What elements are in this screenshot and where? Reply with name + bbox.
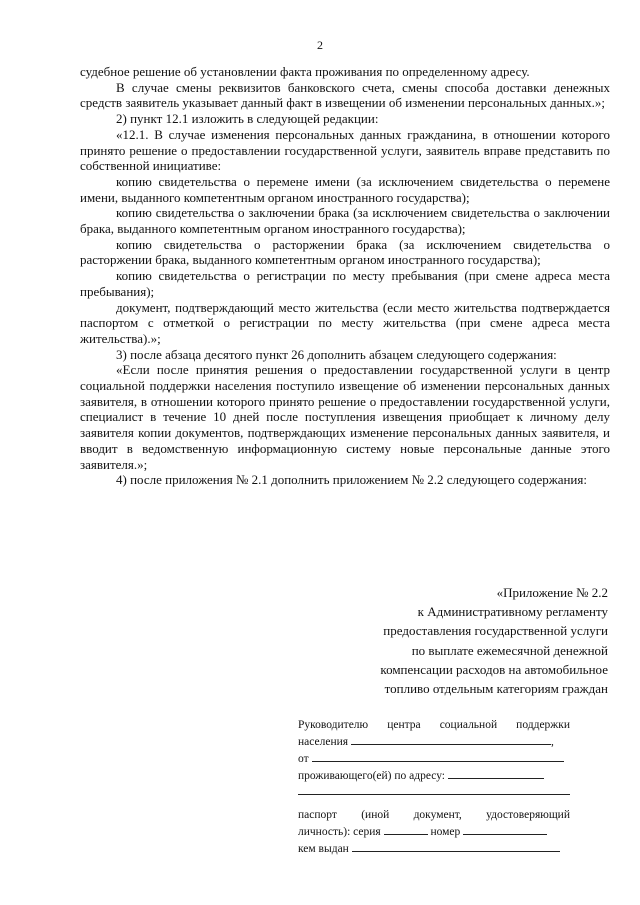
paragraph: копию свидетельства о регистрации по месту пребывания (при смене адреса места пребывания); (80, 268, 610, 299)
form-addressee: Руководителю центра социальной поддержки (298, 719, 570, 731)
paragraph: документ, подтверждающий место жительства (если место жительства подтверждается паспортом с отметкой о регистрации по месту жительства (при смене адреса места жительства).»; (80, 299, 610, 346)
form-label: проживающего(ей) по адресу: (298, 770, 445, 782)
application-form-header (298, 717, 570, 857)
paragraph: судебное решение об установлении факта проживания по определенному адресу. (80, 64, 530, 79)
address-blank-line[interactable] (448, 767, 544, 779)
appendix-line: «Приложение № 2.2 (496, 585, 608, 600)
address-blank-line-2[interactable] (298, 784, 570, 795)
page-number: 2 (317, 38, 323, 52)
population-blank-line[interactable] (351, 733, 551, 745)
form-passport: паспорт (иной документ, удостоверяющий (298, 809, 570, 821)
paragraph: 4) после приложения № 2.1 дополнить приложением № 2.2 следующего содержания: (116, 472, 587, 488)
appendix-line: топливо отдельным категориям граждан (384, 681, 608, 697)
paragraph: 2) пункт 12.1 изложить в следующей редакции: (116, 111, 379, 127)
series-blank-line[interactable] (384, 823, 428, 835)
appendix-line: по выплате ежемесячной денежной (411, 642, 608, 658)
paragraph: «Если после принятия решения о предоставлении государственной услуги в центр социальной поддержки населения поступило извещение об изменении персональных данных заявителя, в отношении которого принято решение о предоставлении государственной услуги, специалист в течение 10 дней после поступления извещения приобщает к личному делу заявителя копии документов, подтверждающих изменение персональных данных заявителя, и вводит в ведомственную информационную систему новые персональные данные этого заявителя.»; (80, 362, 610, 472)
form-label: личность): серия (298, 826, 381, 838)
paragraph: 3) после абзаца десятого пункт 26 дополнить абзацем следующего содержания: (116, 346, 557, 362)
paragraph: копию свидетельства о заключении брака (за исключением свидетельства о заключении брака, выданного компетентным органом иностранного государства); (80, 205, 610, 237)
document-body (80, 64, 610, 488)
form-row-population (298, 733, 570, 750)
form-row-from (298, 750, 570, 767)
appendix-line: к Административному регламенту (417, 604, 608, 620)
form-punct: , (550, 736, 554, 748)
paragraph: копию свидетельства о перемене имени (за исключением свидетельства о перемене имени, выданного компетентным органом иностранного государства); (80, 173, 610, 205)
appendix-header (288, 583, 608, 698)
form-label: населения (298, 736, 349, 748)
form-label: от (298, 753, 309, 765)
paragraph: «12.1. В случае изменения персональных данных гражданина, в отношении которого принято решение о предоставлении государственной услуги, заявитель вправе представить по собственной инициативе: (80, 126, 610, 174)
appendix-line: компенсации расходов на автомобильное (380, 661, 608, 677)
from-blank-line[interactable] (312, 750, 564, 762)
form-row-address (298, 767, 570, 784)
number-blank-line[interactable] (463, 823, 547, 835)
paragraph: копию свидетельства о расторжении брака (за исключением свидетельства о расторжении брака, выданного компетентным органом иностранного государства); (80, 236, 610, 268)
appendix-line: предоставления государственной услуги (383, 623, 608, 639)
form-label: кем выдан (298, 843, 349, 855)
form-row-issued (298, 840, 570, 857)
form-row-series (298, 823, 570, 840)
form-label: номер (430, 826, 461, 838)
paragraph: В случае смены реквизитов банковского счета, смены способа доставки денежных средств заявитель указывает данный факт в извещении об изменении персональных данных.»; (80, 79, 610, 111)
issued-blank-line[interactable] (352, 840, 560, 852)
